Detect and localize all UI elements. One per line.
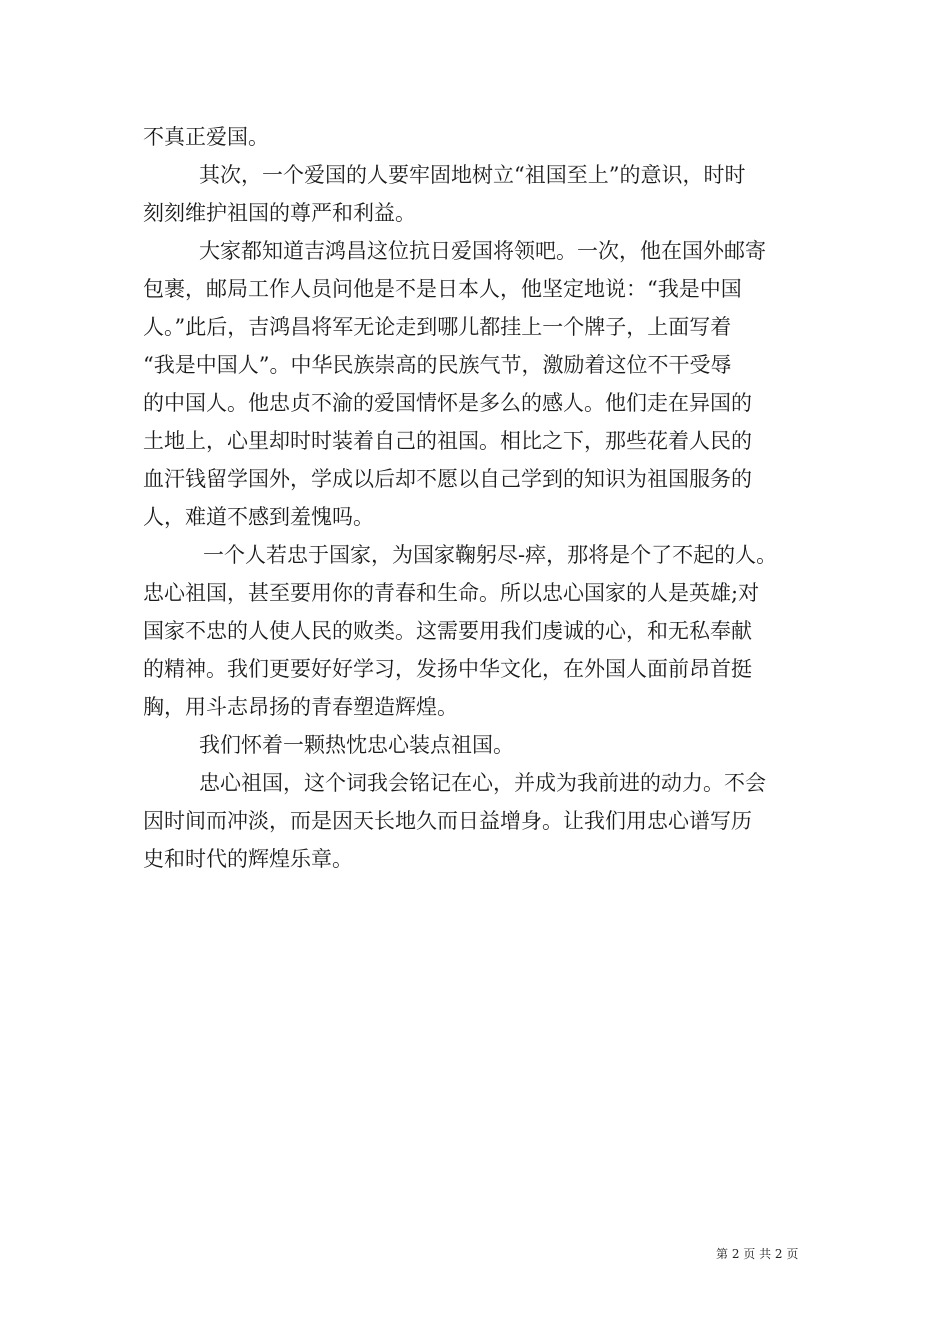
- text-line: 包裹，邮局工作人员问他是不是日本人，他坚定地说：“我是中国: [143, 277, 742, 301]
- document-body: [143, 118, 807, 878]
- text-line: 人，难道不感到羞愧吗。: [143, 505, 374, 529]
- text-line: 的中国人。他忠贞不渝的爱国情怀是多么的感人。他们走在异国的: [143, 391, 752, 415]
- text-line: 土地上，心里却时时装着自己的祖国。相比之下，那些花着人民的: [143, 429, 752, 453]
- page-number-footer: 第 2 页 共 2 页: [716, 1247, 799, 1261]
- paragraph-first-line: 忠心祖国，这个词我会铭记在心，并成为我前进的动力。不会: [199, 771, 766, 795]
- paragraph-first-line: 一个人若忠于国家，为国家鞠躬尽-瘁，那将是个了不起的人。: [203, 543, 778, 567]
- paragraph-first-line: 我们怀着一颗热忱忠心装点祖国。: [199, 733, 514, 757]
- text-line: 刻刻维护祖国的尊严和利益。: [143, 201, 416, 225]
- paragraph-first-line: 大家都知道吉鸿昌这位抗日爱国将领吧。一次，他在国外邮寄: [199, 239, 766, 263]
- text-line: 国家不忠的人使人民的败类。这需要用我们虔诚的心，和无私奉献: [143, 619, 752, 643]
- text-line: 血汗钱留学国外，学成以后却不愿以自己学到的知识为祖国服务的: [143, 467, 752, 491]
- text-line: 的精神。我们更要好好学习，发扬中华文化，在外国人面前昂首挺: [143, 657, 752, 681]
- text-line: 胸，用斗志昂扬的青春塑造辉煌。: [143, 695, 458, 719]
- text-line: 忠心祖国，甚至要用你的青春和生命。所以忠心国家的人是英雄;对: [143, 581, 760, 605]
- text-line: 人。”此后，吉鸿昌将军无论走到哪儿都挂上一个牌子，上面写着: [143, 315, 732, 339]
- text-line: 史和时代的辉煌乐章。: [143, 847, 353, 871]
- text-line: “我是中国人”。中华民族崇高的民族气节，激励着这位不干受辱: [143, 353, 732, 377]
- text-line: 不真正爱国。: [143, 125, 269, 149]
- text-line: 因时间而冲淡，而是因天长地久而日益增身。让我们用忠心谱写历: [143, 809, 752, 833]
- paragraph-first-line: 其次，一个爱国的人要牢固地树立“祖国至上”的意识，时时: [199, 163, 746, 187]
